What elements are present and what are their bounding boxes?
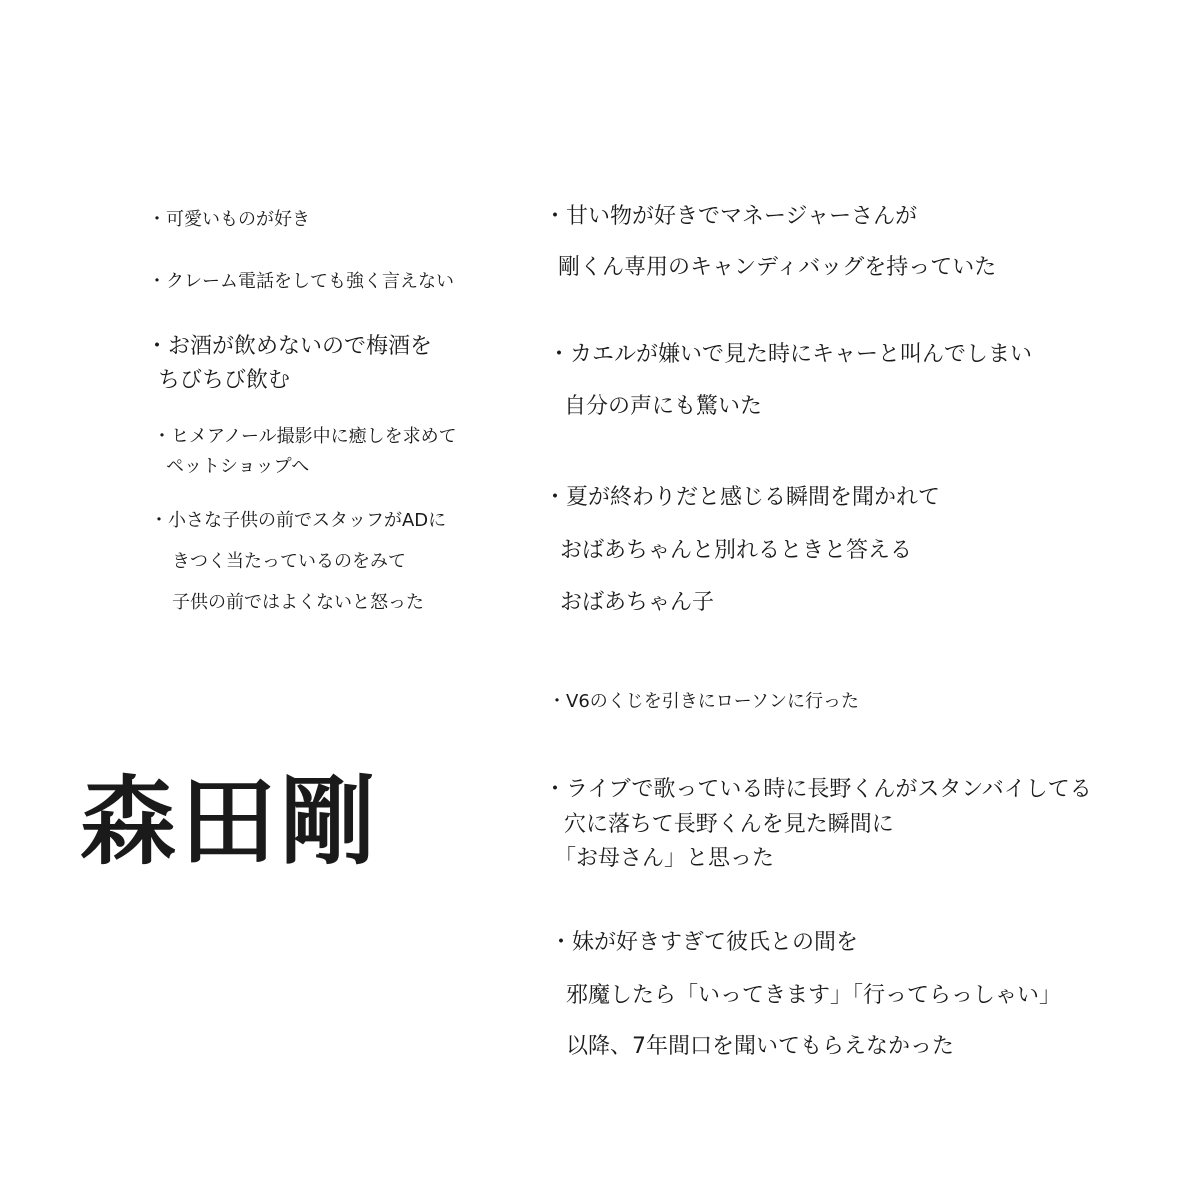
list-item-line: ・夏が終わりだと感じる瞬間を聞かれて [544,485,941,510]
list-item-line: ・可愛いものが好き [148,209,310,230]
page-title: 森田剛 [80,766,380,878]
list-item-line: ・ライブで歌っている時に長野くんがスタンバイしてる [544,777,1092,802]
list-item-line: きつく当たっているのをみて [172,551,406,572]
list-item-line: ・甘い物が好きでマネージャーさんが [544,204,918,229]
list-item-line: ・クレーム電話をしても強く言えない [148,271,454,292]
list-item-line: 子供の前ではよくないと怒った [172,592,424,613]
list-item-line: ・ヒメアノール撮影中に癒しを求めて [153,426,457,447]
list-item-line: ちびちび飲む [158,368,291,393]
list-item-line: ・カエルが嫌いで見た時にキャーと叫んでしまい [548,342,1033,367]
list-item-line: 剛くん専用のキャンディバッグを持っていた [558,255,997,280]
list-item-line: 自分の声にも驚いた [564,394,763,419]
list-item-line: ・V6のくじを引きにローソンに行った [548,691,860,712]
list-item-line: おばあちゃん子 [560,590,715,615]
list-item-line: おばあちゃんと別れるときと答える [560,538,913,563]
list-item-line: ・小さな子供の前でスタッフがADに [150,510,447,531]
list-item-line: 「お母さん」と思った [554,846,775,871]
list-item-line: ペットショップへ [166,456,310,477]
list-item-line: ・妹が好きすぎて彼氏との間を [550,930,859,955]
list-item-line: 邪魔したら「いってきます」「行ってらっしゃい」 [566,983,1062,1008]
list-item-line: ・お酒が飲めないので梅酒を [146,334,433,359]
list-item-line: 以降、7年間口を聞いてもらえなかった [566,1034,954,1059]
list-item-line: 穴に落ちて長野くんを見た瞬間に [564,812,894,837]
